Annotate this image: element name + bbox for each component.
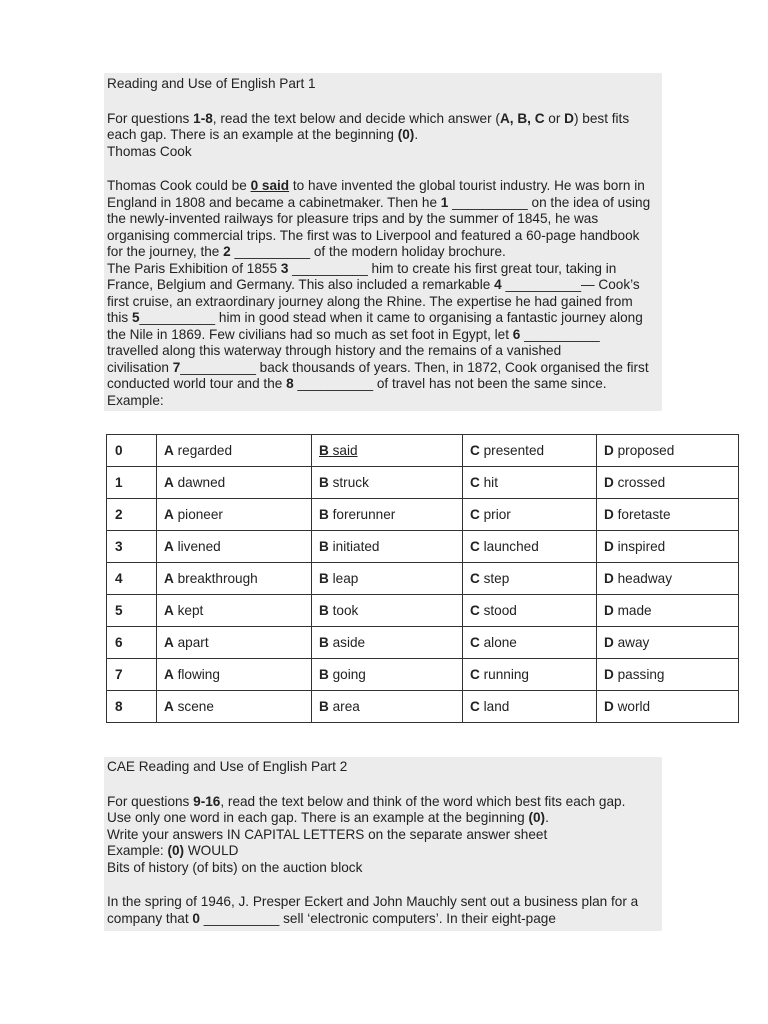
option-a: A pioneer (157, 499, 312, 531)
part1-instructions-line2: each gap. There is an example at the beginning (0). (107, 127, 419, 142)
option-a: A apart (157, 627, 312, 659)
part2-passage: In the spring of 1946, J. Presper Eckert and John Mauchly sent out a business plan for a (107, 894, 639, 909)
option-d: D inspired (597, 531, 739, 563)
table-row (107, 691, 739, 723)
question-number: 2 (107, 499, 157, 531)
option-d: D crossed (597, 467, 739, 499)
part2-section: CAE Reading and Use of English Part 2 For questions 9-16, read the text below and think of the word which best fits each gap. Use only one word in each gap. There is an example at the beginning (0). Write your answers IN CAPITAL LETTERS on the separate answer sheet Example: (0) WOULD Bits of history (of bits) on the auction block In the spring of 1946, J. Presper Eckert and John Mauchly sent out a business plan for a company that 0 __________ sell ‘electronic computers’. In their eight-page (104, 757, 662, 931)
option-b: B leap (312, 563, 463, 595)
option-b: B struck (312, 467, 463, 499)
option-b: B said (312, 435, 463, 467)
question-number: 5 (107, 595, 157, 627)
part2-title: Bits of history (of bits) on the auction block (107, 859, 363, 875)
option-d: D made (597, 595, 739, 627)
option-d: D world (597, 691, 739, 723)
option-c: C step (463, 563, 597, 595)
option-b: B initiated (312, 531, 463, 563)
part1-instructions: For questions 1-8, read the text below and decide which answer (A, B, C or D) best fits (107, 110, 630, 126)
table-row (107, 627, 739, 659)
table-row (107, 595, 739, 627)
question-number: 4 (107, 563, 157, 595)
option-a: A dawned (157, 467, 312, 499)
option-b: B took (312, 595, 463, 627)
option-b: B area (312, 691, 463, 723)
option-b: B aside (312, 627, 463, 659)
option-a: A breakthrough (157, 563, 312, 595)
option-c: C prior (463, 499, 597, 531)
part2-heading: CAE Reading and Use of English Part 2 (107, 759, 348, 774)
question-number: 1 (107, 467, 157, 499)
option-a: A livened (157, 531, 312, 563)
part1-passage: Thomas Cook could be 0 said to have invented the global tourist industry. He was born in England in 1808 and became a cabinetmaker. Then he 1 __________ on the idea of using the newly-invented railways for pleasure trips and by the summer of 1845, he was organising commercial trips. The first was to Liverpool and featured a 60-page handbook for the journey, the 2 __________ of the modern holiday brochure. The Paris Exhibition of 1855 3 __________ him to create his first great tour, taking in France, Belgium and Germany. This also included a remarkable 4 __________— Cook’s first cruise, an extraordinary journey along the Rhine. The expertise he had gained from this 5__________ him in good stead when it came to organising a fantastic journey along the Nile in 1869. Few civilians had so much as set foot in Egypt, let 6 __________ travelled along this waterway through history and the remains of a vanished civilisation 7__________ back thousands of years. Then, in 1872, Cook organised the first conducted world tour and the 8 __________ of travel has not been the same since. Example: (107, 178, 651, 408)
question-number: 3 (107, 531, 157, 563)
question-number: 6 (107, 627, 157, 659)
question-number: 7 (107, 659, 157, 691)
option-c: C launched (463, 531, 597, 563)
option-a: A regarded (157, 435, 312, 467)
option-a: A flowing (157, 659, 312, 691)
option-c: C alone (463, 627, 597, 659)
option-a: A kept (157, 595, 312, 627)
option-d: D headway (597, 563, 739, 595)
table-row (107, 563, 739, 595)
table-row (107, 499, 739, 531)
option-d: D proposed (597, 435, 739, 467)
option-b: B forerunner (312, 499, 463, 531)
option-c: C stood (463, 595, 597, 627)
option-a: A scene (157, 691, 312, 723)
part1-title: Thomas Cook (107, 143, 192, 159)
table-row (107, 659, 739, 691)
option-c: C land (463, 691, 597, 723)
table-row (107, 435, 739, 467)
option-d: D passing (597, 659, 739, 691)
option-d: D foretaste (597, 499, 739, 531)
option-c: C hit (463, 467, 597, 499)
part2-instructions: For questions 9-16, read the text below and think of the word which best fits each gap. (107, 793, 626, 809)
question-number: 0 (107, 435, 157, 467)
option-b: B going (312, 659, 463, 691)
option-c: C presented (463, 435, 597, 467)
option-d: D away (597, 627, 739, 659)
table-row (107, 467, 739, 499)
question-number: 8 (107, 691, 157, 723)
answer-options-table (106, 434, 739, 723)
option-c: C running (463, 659, 597, 691)
part2-example: Example: (0) WOULD (107, 843, 239, 858)
part1-section (104, 73, 662, 411)
part1-heading: Reading and Use of English Part 1 (107, 76, 316, 91)
table-row (107, 531, 739, 563)
